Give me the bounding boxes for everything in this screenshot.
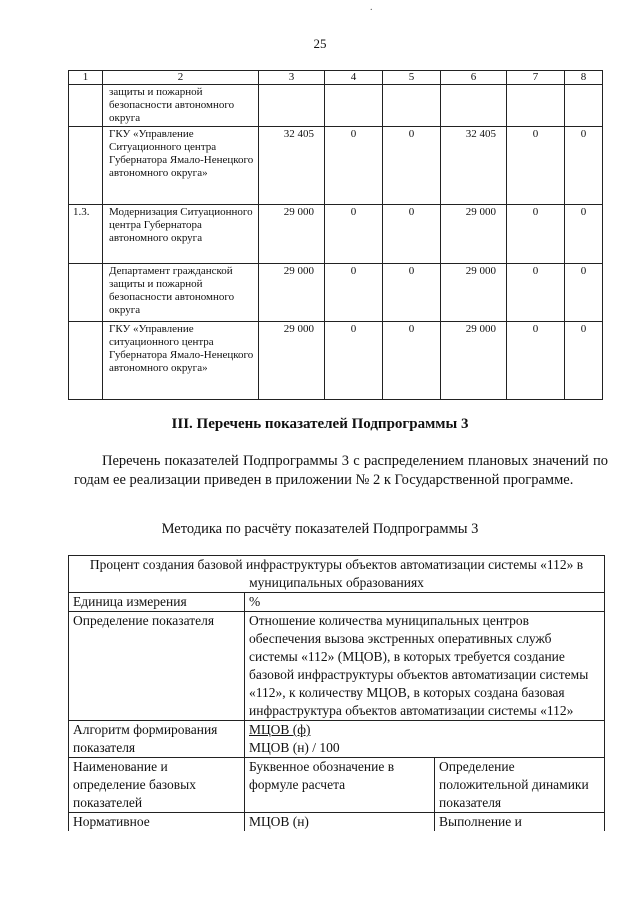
table-row: [69, 593, 605, 612]
cell-value: 29 000: [259, 205, 325, 264]
header-cell: 5: [383, 71, 441, 85]
table-row: [69, 758, 605, 813]
cell-value: 0: [565, 205, 603, 264]
unit-label: Единица измерения: [69, 593, 245, 612]
definition-value: Отношение количества муниципальных центров обеспечения вызова экстренных оперативных служб системы «112» (МЦОВ), в которых требуется создание базовой инфраструктуры объектов автоматизации системы «112», к количеству МЦОВ, в которых создана базовая инфраструктура объектов автоматизации системы «112»: [245, 612, 605, 721]
cell-value: 29 000: [259, 322, 325, 400]
page-number: 25: [313, 36, 327, 51]
unit-value: %: [245, 593, 605, 612]
row-number: [69, 264, 103, 322]
row-name: Модернизация Ситуационного центра Губернатора автономного округа: [103, 205, 259, 264]
cell-value: 0: [325, 264, 383, 322]
cell-value: [259, 85, 325, 127]
row-number: [69, 322, 103, 400]
cell-value: [441, 85, 507, 127]
row-name: защиты и пожарной безопасности автономного округа: [103, 85, 259, 127]
cell-value: 0: [565, 127, 603, 205]
method-title: Методика по расчёту показателей Подпрограммы 3: [161, 521, 479, 537]
row-name: Департамент гражданской защиты и пожарной безопасности автономного округа: [103, 264, 259, 322]
cell-value: 0: [565, 264, 603, 322]
cell-value: 32 405: [259, 127, 325, 205]
table-row: [69, 813, 605, 832]
cell-value: [507, 85, 565, 127]
cell-value: 0: [507, 205, 565, 264]
cell-value: 32 405: [441, 127, 507, 205]
method-table: [68, 555, 605, 831]
cell-value: 0: [325, 322, 383, 400]
scan-dot: .: [370, 2, 373, 13]
table-row: [69, 721, 605, 758]
cell-value: 0: [565, 322, 603, 400]
cell-value: 29 000: [441, 205, 507, 264]
row-name: ГКУ «Управление Ситуационного центра Губернатора Ямало-Ненецкого автономного округа»: [103, 127, 259, 205]
algorithm-label: Алгоритм формирования показателя: [69, 721, 245, 758]
cell-value: 29 000: [441, 264, 507, 322]
cell-value: 0: [383, 205, 441, 264]
formula-denominator: МЦОВ (н) / 100: [249, 740, 340, 755]
table-row: [69, 85, 603, 127]
header-cell: 7: [507, 71, 565, 85]
row-name: ГКУ «Управление ситуационного центра Губернатора Ямало-Ненецкого автономного округа»: [103, 322, 259, 400]
cell-value: [325, 85, 383, 127]
cell-value: 0: [383, 127, 441, 205]
header-cell: 1: [69, 71, 103, 85]
header-cell: 4: [325, 71, 383, 85]
cell-value: 0: [383, 264, 441, 322]
base-row-dynamics: Выполнение и: [435, 813, 605, 832]
row-number: [69, 85, 103, 127]
cell-value: [565, 85, 603, 127]
base-row-symbol: МЦОВ (н): [245, 813, 435, 832]
formula-numerator: МЦОВ (ф): [249, 722, 311, 737]
cell-value: 29 000: [259, 264, 325, 322]
base-header-dynamics: Определение положительной динамики показателя: [435, 758, 605, 813]
budget-header-row: [69, 71, 603, 85]
table-row: [69, 322, 603, 400]
cell-value: 0: [383, 322, 441, 400]
base-header-symbol: Буквенное обозначение в формуле расчета: [245, 758, 435, 813]
table-row: [69, 264, 603, 322]
table-row: [69, 127, 603, 205]
method-title-row: [69, 556, 605, 593]
cell-value: 0: [325, 205, 383, 264]
algorithm-formula: [245, 721, 605, 758]
row-number: 1.3.: [69, 205, 103, 264]
table-row: [69, 612, 605, 721]
row-number: [69, 127, 103, 205]
table-row: [69, 205, 603, 264]
cell-value: [383, 85, 441, 127]
budget-table: [68, 70, 603, 400]
header-cell: 3: [259, 71, 325, 85]
header-cell: 8: [565, 71, 603, 85]
cell-value: 0: [507, 264, 565, 322]
definition-label: Определение показателя: [69, 612, 245, 721]
cell-value: 0: [325, 127, 383, 205]
base-row-name: Нормативное: [69, 813, 245, 832]
cell-value: 0: [507, 322, 565, 400]
header-cell: 6: [441, 71, 507, 85]
base-header-name: Наименование и определение базовых показателей: [69, 758, 245, 813]
cell-value: 29 000: [441, 322, 507, 400]
intro-paragraph: Перечень показателей Подпрограммы 3 с распределением плановых значений по годам ее реализации приведен в приложении № 2 к Государственной программе.: [74, 453, 608, 488]
cell-value: 0: [507, 127, 565, 205]
header-cell: 2: [103, 71, 259, 85]
section-heading: III. Перечень показателей Подпрограммы 3: [171, 416, 469, 432]
indicator-title: Процент создания базовой инфраструктуры объектов автоматизации системы «112» в муниципальных образованиях: [69, 556, 605, 593]
